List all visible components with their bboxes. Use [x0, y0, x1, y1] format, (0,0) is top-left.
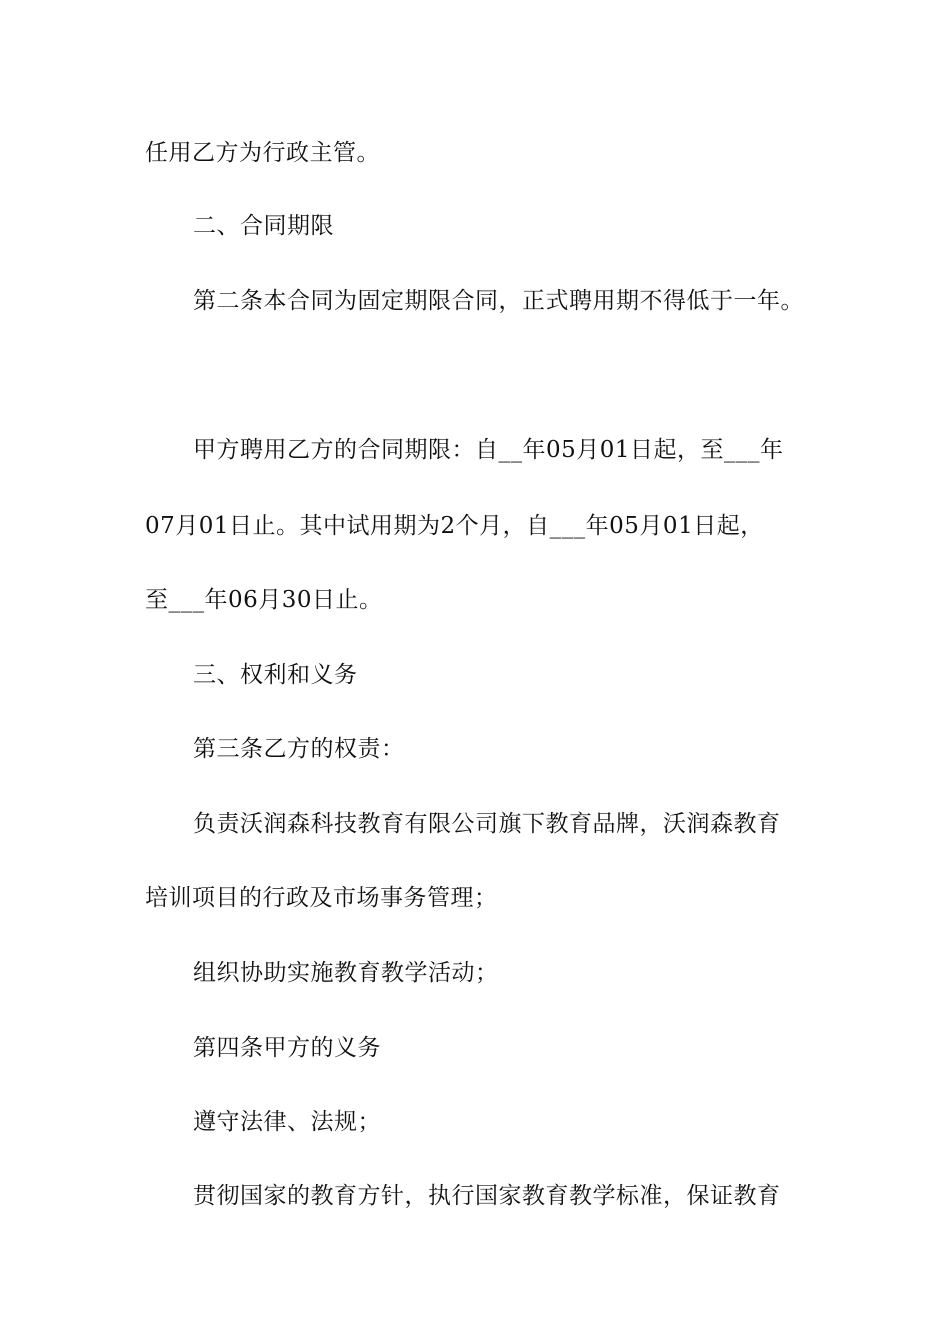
- paragraph-line: 07月01日止。其中试用期为2个月，自___年05月01日起，: [145, 513, 764, 539]
- section-heading: 三、权利和义务: [193, 662, 358, 688]
- paragraph-line: 第四条甲方的义务: [193, 1035, 381, 1061]
- paragraph-line: 负责沃润森科技教育有限公司旗下教育品牌，沃润森教育: [193, 811, 781, 837]
- paragraph-line: 遵守法律、法规；: [193, 1109, 381, 1135]
- paragraph-line: 甲方聘用乙方的合同期限：自__年05月01日起，至___年: [193, 437, 784, 463]
- paragraph-line: 任用乙方为行政主管。: [145, 140, 380, 166]
- paragraph-line: 第二条本合同为固定期限合同，正式聘用期不得低于一年。: [193, 288, 804, 314]
- paragraph-line: 组织协助实施教育教学活动；: [193, 960, 499, 986]
- paragraph-line: 贯彻国家的教育方针，执行国家教育教学标准，保证教育: [193, 1183, 781, 1209]
- paragraph-line: 第三条乙方的权责：: [193, 736, 405, 762]
- paragraph-line: 至___年06月30日止。: [145, 587, 383, 613]
- paragraph-line: 培训项目的行政及市场事务管理；: [145, 885, 498, 911]
- section-heading: 二、合同期限: [193, 213, 334, 239]
